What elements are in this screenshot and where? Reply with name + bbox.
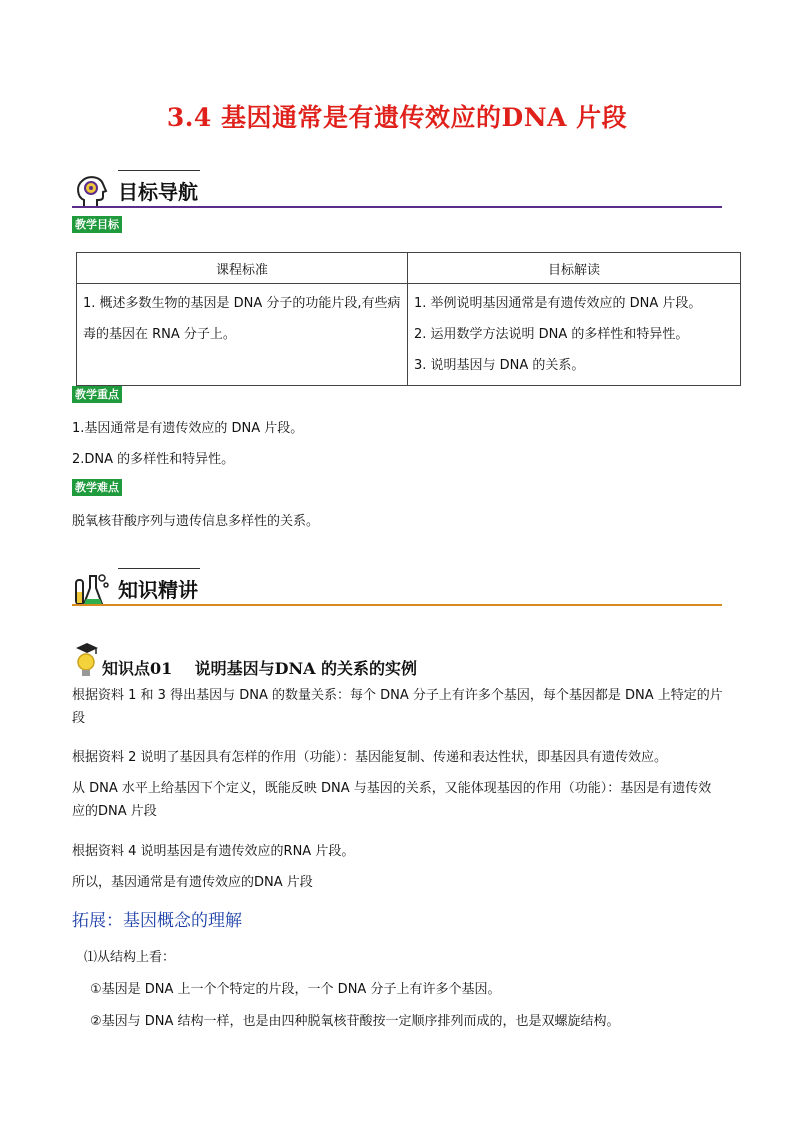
extension-item: ②基因与 DNA 结构一样，也是由四种脱氧核苷酸按一定顺序排列而成的，也是双螺旋结构。	[90, 1014, 620, 1029]
section-heading: 知识精讲	[118, 578, 198, 602]
paragraph: 所以，基因通常是有遗传效应的DNA 片段	[72, 875, 313, 890]
paragraph: 根据资料 4 说明基因是有遗传效应的RNA 片段。	[72, 844, 355, 859]
knowledge-point-number: 知识点01	[102, 659, 173, 678]
knowledge-point-label	[102, 656, 417, 679]
knowledge-point-heading	[72, 640, 672, 680]
section-heading: 目标导航	[118, 180, 198, 204]
extension-subheading: ⑴从结构上看：	[84, 950, 176, 965]
lightbulb-graduate-icon	[72, 640, 102, 678]
difficult-point: 脱氧核苷酸序列与遗传信息多样性的关系。	[72, 514, 320, 529]
section-underline	[72, 206, 722, 208]
page-title: 3.4 基因通常是有遗传效应的DNA 片段	[166, 103, 628, 132]
extension-item: ①基因是 DNA 上一个个特定的片段，一个 DNA 分子上有许多个基因。	[90, 982, 501, 997]
extension-heading: 拓展：基因概念的理解	[72, 911, 242, 931]
goals-table	[76, 252, 741, 386]
section-top-rule	[118, 568, 200, 569]
table-row	[77, 284, 741, 386]
tag-difficult-points: 教学难点	[72, 479, 122, 496]
table-cell-standard: 1. 概述多数生物的基因是 DNA 分子的功能片段,有些病毒的基因在 RNA 分子上。	[77, 284, 408, 386]
table-cell-interpretation	[408, 284, 741, 386]
section-header-goals	[72, 170, 722, 214]
paragraph: 从 DNA 水平上给基因下个定义，既能反映 DNA 与基因的关系，又能体现基因的作用（功能）：基因是有遗传效应的DNA 片段	[72, 781, 712, 819]
tag-teaching-goals: 教学目标	[72, 216, 122, 233]
knowledge-point-title: 说明基因与DNA 的关系的实例	[194, 659, 418, 678]
section-underline	[72, 604, 722, 606]
paragraph: 根据资料 2 说明了基因具有怎样的作用（功能）：基因能复制、传递和表达性状，即基因具有遗传效应。	[72, 750, 668, 765]
list-item: 3. 说明基因与 DNA 的关系。	[414, 358, 585, 373]
list-item: 1. 举例说明基因通常是有遗传效应的 DNA 片段。	[414, 296, 702, 311]
paragraph: 根据资料 1 和 3 得出基因与 DNA 的数量关系：每个 DNA 分子上有许多个基因，每个基因都是 DNA 上特定的片段	[72, 688, 723, 726]
table-header-cell: 目标解读	[408, 253, 741, 284]
list-item: 2. 运用数学方法说明 DNA 的多样性和特异性。	[414, 327, 689, 342]
key-point-item: 2.DNA 的多样性和特异性。	[72, 452, 235, 467]
section-top-rule	[118, 170, 200, 171]
table-header-row	[77, 253, 741, 284]
section-header-knowledge	[72, 568, 722, 612]
tag-key-points: 教学重点	[72, 386, 122, 403]
key-point-item: 1.基因通常是有遗传效应的 DNA 片段。	[72, 421, 304, 436]
table-header-cell: 课程标准	[77, 253, 408, 284]
